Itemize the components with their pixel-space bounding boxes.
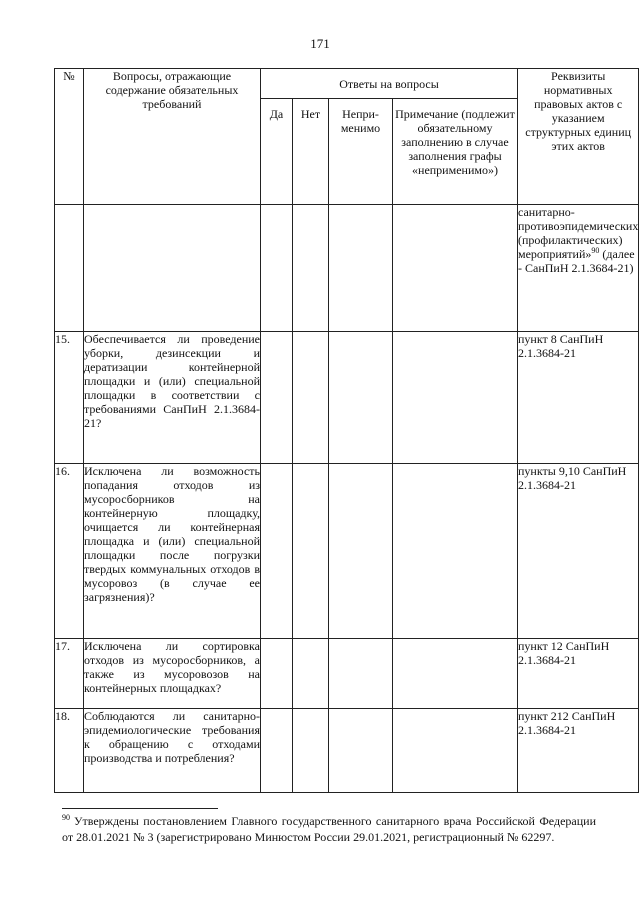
header-questions: Вопросы, отражающие содержание обязательных требований: [84, 69, 261, 205]
row-number: 17.: [55, 639, 84, 709]
table-row: [55, 464, 639, 639]
answer-na-cell[interactable]: [329, 639, 393, 709]
answer-yes-cell[interactable]: [261, 709, 293, 793]
checklist-table: [54, 68, 639, 793]
answer-na-cell[interactable]: [329, 464, 393, 639]
row-question: Исключена ли возможность попадания отходов из мусоросборников на контейнерную площадку, очищается ли контейнерная площадка и (или) специальной площадки после погрузки твердых коммунальных отходов в мусоровоз (в случае ее загрязнения)?: [84, 464, 261, 639]
answer-no-cell[interactable]: [293, 639, 329, 709]
continuation-row: [55, 205, 639, 332]
table-row: [55, 709, 639, 793]
answer-no-cell[interactable]: [293, 332, 329, 464]
header-no: Нет: [293, 99, 329, 205]
answer-note-cell[interactable]: [393, 639, 518, 709]
answer-no-cell[interactable]: [293, 709, 329, 793]
header-yes: Да: [261, 99, 293, 205]
footnote: [62, 813, 596, 845]
answer-na-cell[interactable]: [329, 332, 393, 464]
footnote-divider: [62, 808, 218, 809]
answer-na-cell[interactable]: [329, 709, 393, 793]
answer-yes-cell[interactable]: [261, 464, 293, 639]
header-answers: Ответы на вопросы: [261, 69, 518, 99]
row-number: 18.: [55, 709, 84, 793]
answer-note-cell[interactable]: [393, 332, 518, 464]
header-note: Примечание (подлежит обязательному заполнению в случае заполнения графы «неприменимо»): [393, 99, 518, 205]
row-requisite: пункт 12 СанПиН 2.1.3684-21: [518, 639, 639, 709]
table-row: [55, 639, 639, 709]
row-number: 15.: [55, 332, 84, 464]
footnote-ref: 90: [591, 246, 600, 255]
row-requisite: пункт 212 СанПиН 2.1.3684-21: [518, 709, 639, 793]
table-row: [55, 332, 639, 464]
answer-no-cell[interactable]: [293, 464, 329, 639]
row-requisite: пункт 8 СанПиН 2.1.3684-21: [518, 332, 639, 464]
header-na: Непри-менимо: [329, 99, 393, 205]
row-requisite: пункты 9,10 СанПиН 2.1.3684-21: [518, 464, 639, 639]
header-num: №: [55, 69, 84, 205]
answer-note-cell[interactable]: [393, 709, 518, 793]
answer-note-cell[interactable]: [393, 464, 518, 639]
row-number: 16.: [55, 464, 84, 639]
page-number: 171: [310, 36, 330, 51]
row-question: Исключена ли сортировка отходов из мусоросборников, а также из мусоровозов на контейнерных площадках?: [84, 639, 261, 709]
answer-yes-cell[interactable]: [261, 332, 293, 464]
header-requisites: Реквизиты нормативных правовых актов с указанием структурных единиц этих актов: [518, 69, 639, 205]
footnote-text: Утверждены постановлением Главного государственного санитарного врача Российской Федерации от 28.01.2021 № 3 (зарегистрировано Минюстом России 29.01.2021, регистрационный № 62297.: [62, 814, 596, 844]
footnote-mark: 90: [62, 813, 70, 822]
row-question: Обеспечивается ли проведение уборки, дезинсекции и дератизации контейнерной площадки и (или) специальной площадки в соответствии с требованиями СанПиН 2.1.3684-21?: [84, 332, 261, 464]
header-row-1: [55, 69, 639, 99]
row-question: Соблюдаются ли санитарно-эпидемиологические требования к обращению с отходами производства и потребления?: [84, 709, 261, 793]
answer-yes-cell[interactable]: [261, 639, 293, 709]
continuation-requisite: санитарно-противоэпидемических (профилактических) мероприятий»$^{90}$ (далее - СанПиН 2.1.3684-21): [518, 205, 639, 332]
